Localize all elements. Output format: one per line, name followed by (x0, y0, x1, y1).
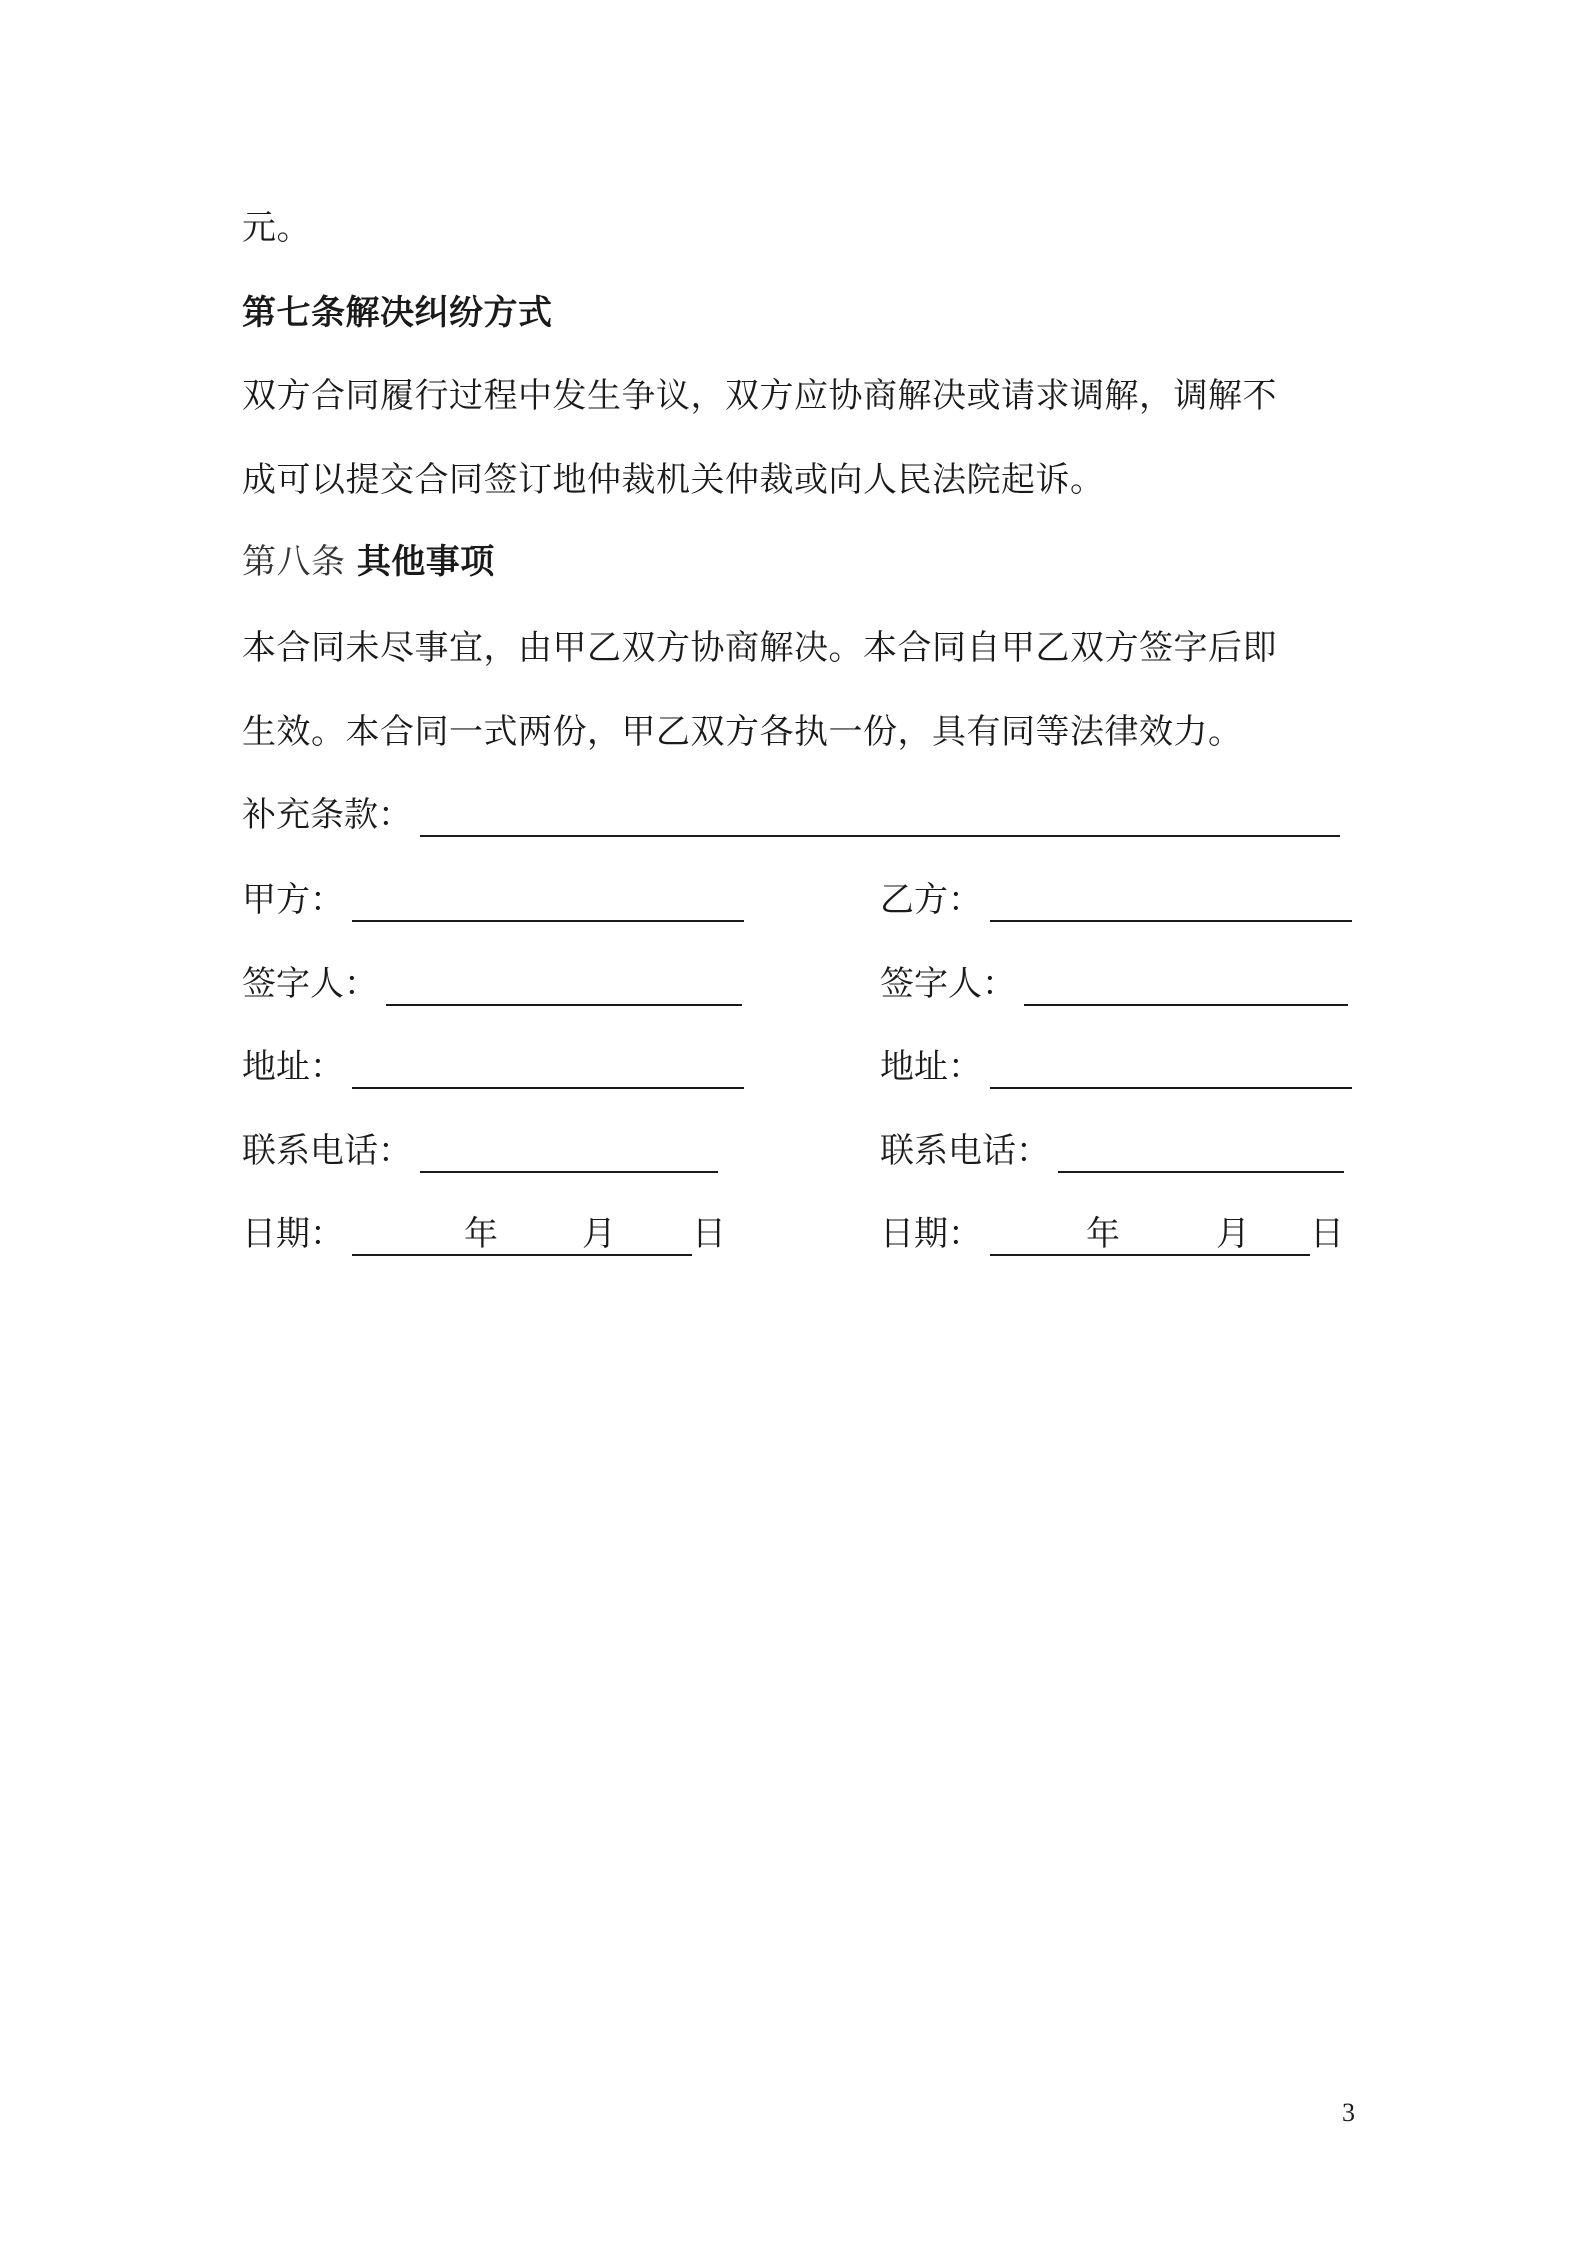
party-b-label: 乙方： (880, 880, 982, 920)
party-a-address-row (242, 1045, 744, 1089)
party-a-date-label: 日期： (242, 1214, 344, 1254)
party-b-signer-row (880, 962, 1348, 1006)
party-b-row (880, 878, 1352, 922)
party-a-phone-field[interactable] (420, 1131, 718, 1173)
party-a-field[interactable] (352, 880, 744, 922)
party-b-address-field[interactable] (990, 1047, 1352, 1089)
party-b-phone-field[interactable] (1058, 1131, 1344, 1173)
article-8-title: 其他事项 (356, 542, 495, 582)
party-b-year-label: 年 (1086, 1214, 1120, 1254)
party-a-day-label: 日 (692, 1214, 726, 1254)
party-a-row (242, 878, 744, 922)
article-7-text-line-1: 双方合同履行过程中发生争议，双方应协商解决或请求调解，调解不 (242, 376, 1277, 416)
party-b-field[interactable] (990, 880, 1352, 922)
article-7-text-line-2: 成可以提交合同签订地仲裁机关仲裁或向人民法院起诉。 (242, 460, 1105, 500)
party-a-signer-row (242, 962, 742, 1006)
article-8-prefix: 第八条 (242, 542, 346, 582)
supplement-field[interactable] (420, 795, 1340, 837)
party-a-phone-row (242, 1129, 718, 1173)
party-b-date-label: 日期： (880, 1214, 982, 1254)
page-number: 3 (1342, 2098, 1355, 2127)
party-b-date-row (880, 1212, 1344, 1256)
party-b-day-label: 日 (1310, 1214, 1344, 1254)
party-b-date-field[interactable] (990, 1212, 1344, 1256)
party-b-month-label: 月 (1216, 1214, 1250, 1254)
party-b-phone-row (880, 1129, 1344, 1173)
supplement-label: 补充条款： (242, 795, 412, 835)
party-a-year-label: 年 (464, 1214, 498, 1254)
party-a-address-field[interactable] (352, 1047, 744, 1089)
party-a-date-row (242, 1212, 726, 1256)
party-a-signer-label: 签字人： (242, 964, 378, 1004)
article-8-text-line-1: 本合同未尽事宜，由甲乙双方协商解决。本合同自甲乙双方签字后即 (242, 628, 1277, 668)
article-8-heading (242, 540, 495, 584)
party-a-signer-field[interactable] (386, 964, 742, 1006)
party-a-label: 甲方： (242, 880, 344, 920)
body-line-continuation: 元。 (242, 208, 311, 248)
party-b-signer-label: 签字人： (880, 964, 1016, 1004)
party-b-signer-field[interactable] (1024, 964, 1348, 1006)
article-8-text-line-2: 生效。本合同一式两份，甲乙双方各执一份，具有同等法律效力。 (242, 712, 1243, 752)
party-a-date-field[interactable] (352, 1212, 726, 1256)
party-b-address-label: 地址： (880, 1047, 982, 1087)
party-b-address-row (880, 1045, 1352, 1089)
party-a-phone-label: 联系电话： (242, 1131, 412, 1171)
party-b-phone-label: 联系电话： (880, 1131, 1050, 1171)
party-a-month-label: 月 (582, 1214, 616, 1254)
article-7-heading: 第七条解决纠纷方式 (242, 293, 553, 333)
party-a-address-label: 地址： (242, 1047, 344, 1087)
supplement-row (242, 793, 1340, 837)
